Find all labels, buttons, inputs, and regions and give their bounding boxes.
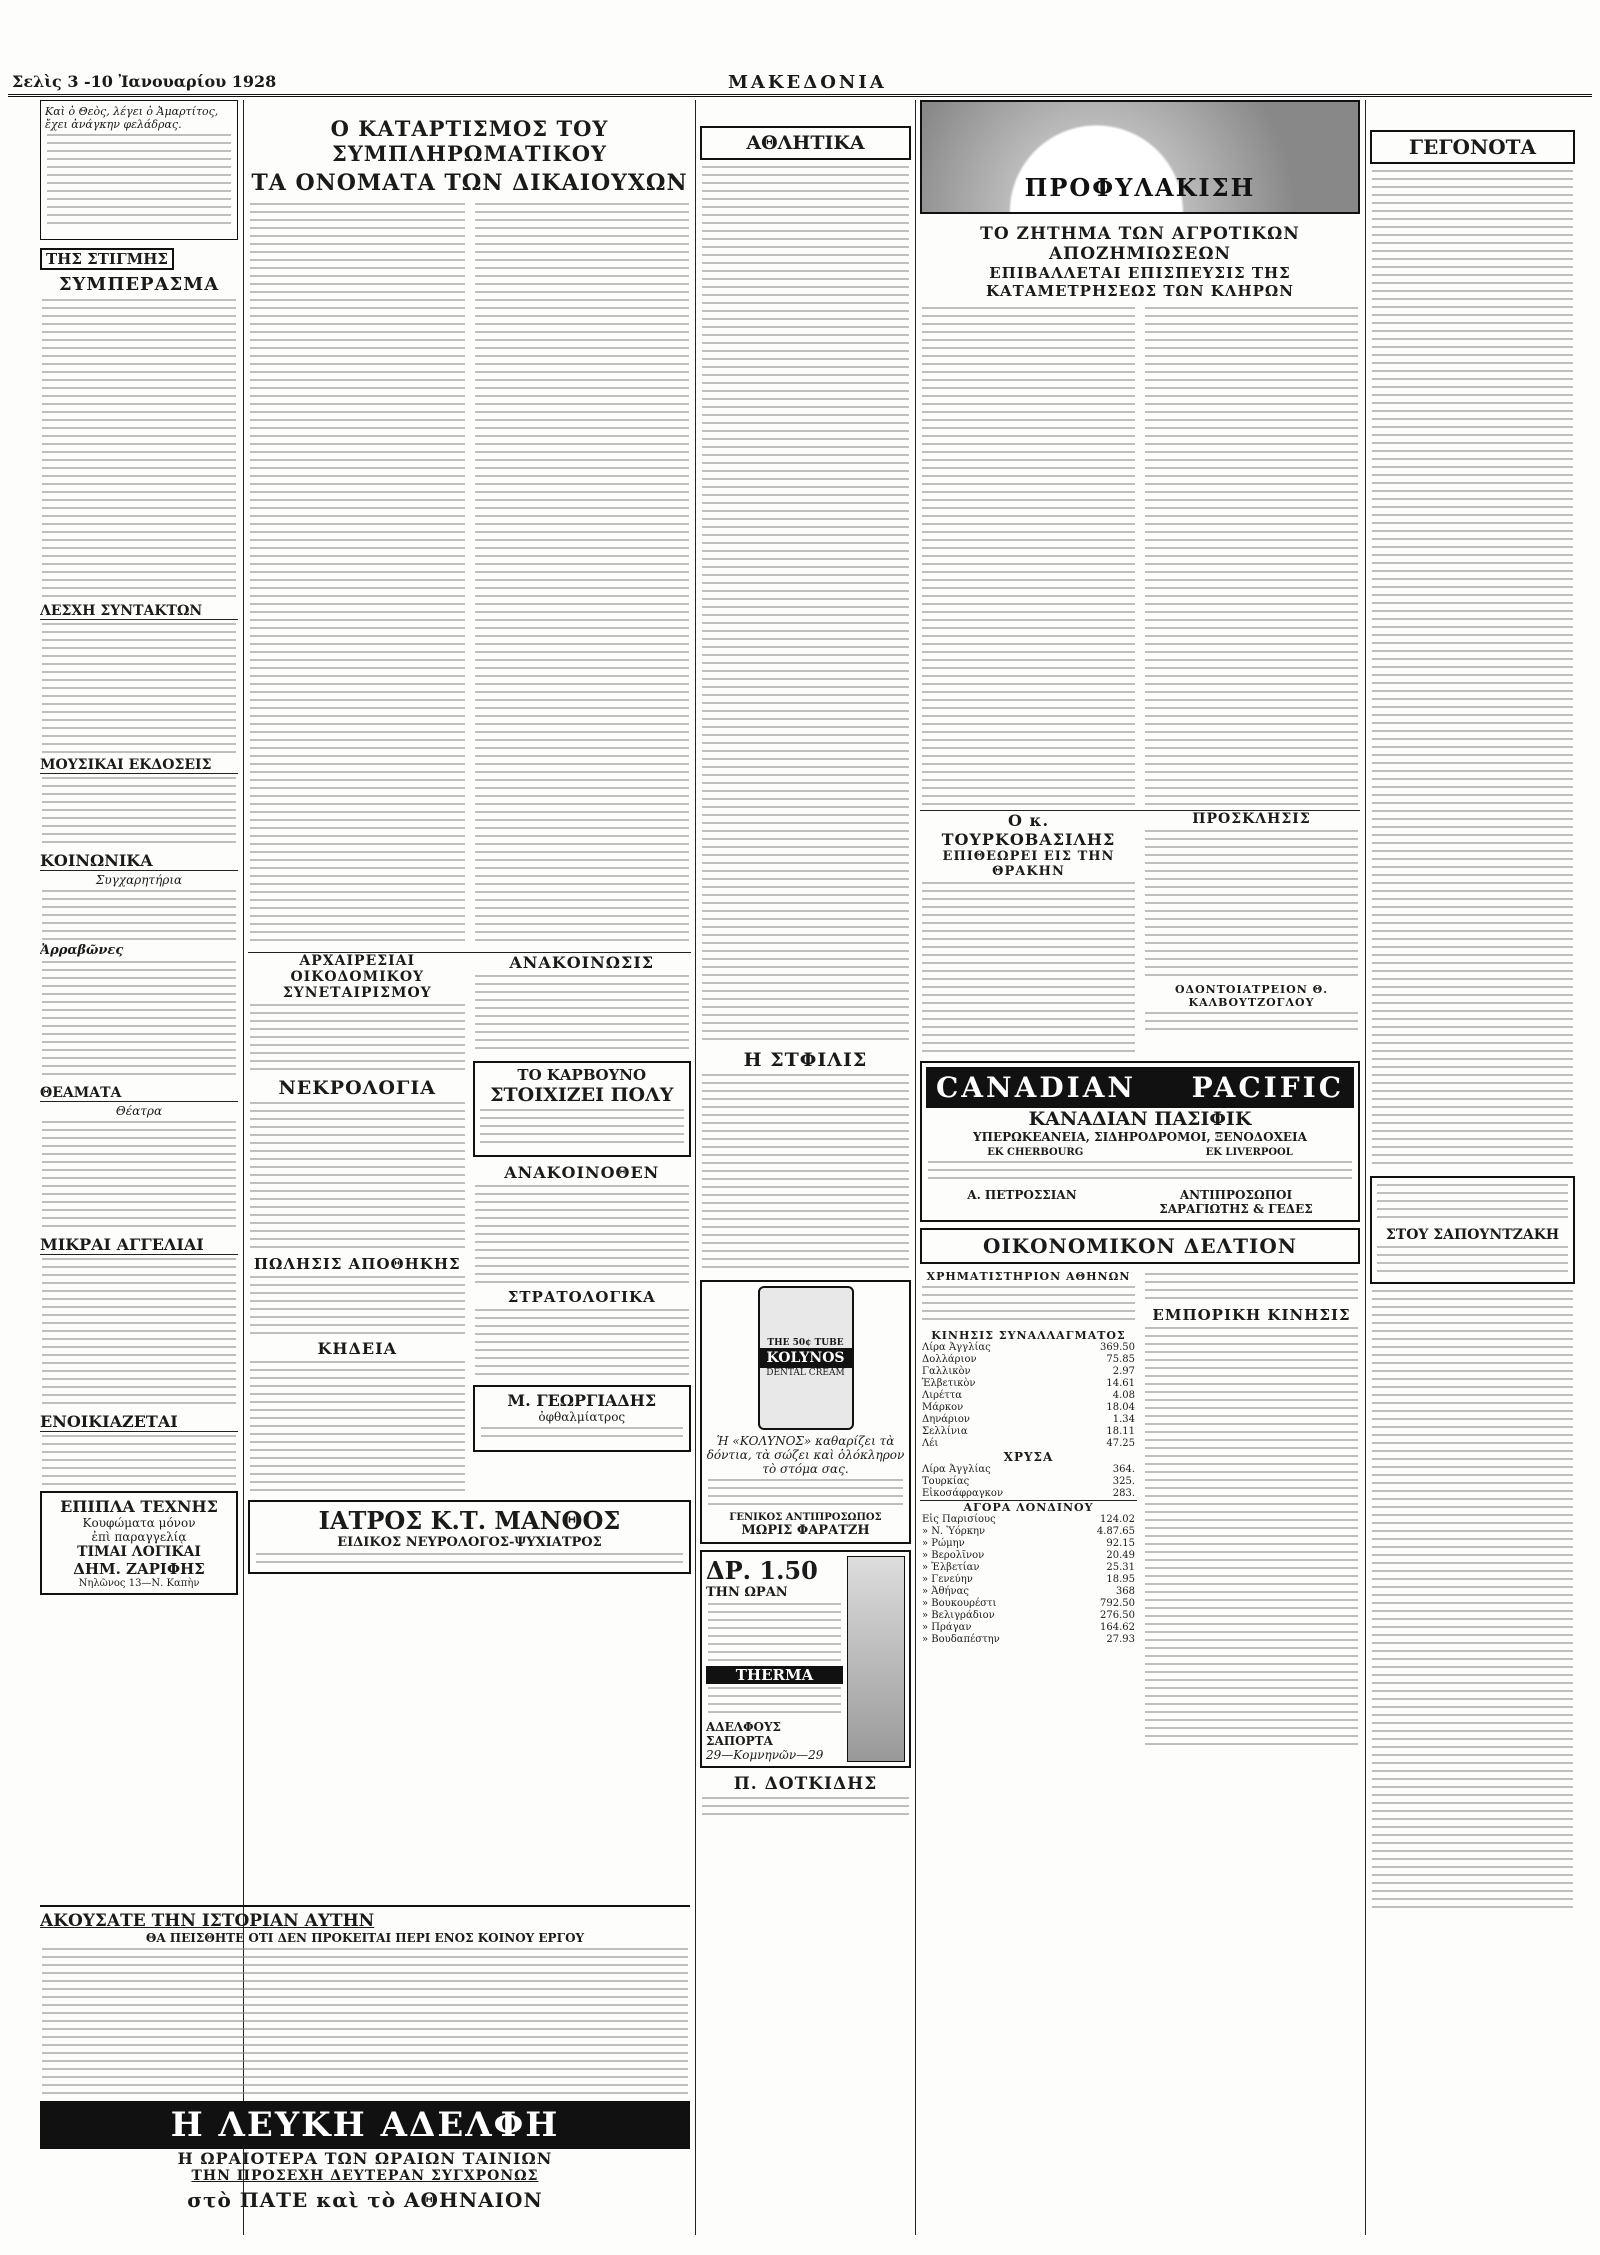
agr-headline-1: ΤΟ ΖΗΤΗΜΑ ΤΩΝ ΑΓΡΟΤΙΚΩΝ ΑΠΟΖΗΜΙΩΣΕΩΝ <box>980 224 1300 264</box>
article-body <box>702 166 909 1046</box>
banner-illustration <box>920 100 1360 214</box>
row-value: 27.93 <box>1106 1634 1135 1645</box>
row-label: Λίρα Ἀγγλίας <box>922 1342 991 1353</box>
column-6 <box>1370 100 1575 2235</box>
table-row <box>920 1634 1137 1646</box>
kolynos-ad <box>700 1280 911 1544</box>
ad-line: Α. ΠΕΤΡΟΣΣΙΑΝ <box>967 1188 1077 1202</box>
oikonomikon-title: ΟΙΚΟΝΟΜΙΚΟΝ ΔΕΛΤΙΟΝ <box>920 1228 1360 1264</box>
row-label: » Βερολῖνον <box>922 1550 985 1561</box>
ad-line: ΕΚ LIVERPOOL <box>1205 1147 1293 1158</box>
row-label: » Γενεύην <box>922 1574 973 1585</box>
row-value: 276.50 <box>1100 1610 1135 1621</box>
xrysa-title: ΧΡΥΣΑ <box>1003 1450 1054 1464</box>
row-value: 364. <box>1112 1464 1135 1475</box>
article-body <box>702 1074 909 1274</box>
ad-line: ΙΑΤΡΟΣ Κ.Τ. ΜΑΝΘΟΣ <box>318 1506 621 1535</box>
ad-line: ΤΗΝ ΩΡΑΝ <box>706 1585 788 1600</box>
ad-line: 29—Κομνηνῶν—29 <box>706 1748 824 1762</box>
column-rule <box>1365 100 1366 2235</box>
section-gegonota: ΓΕΓΟΝΟΤΑ <box>1370 130 1575 164</box>
eppla-ad <box>40 1491 238 1595</box>
article-body <box>922 1286 1135 1326</box>
row-value: 18.11 <box>1106 1426 1135 1437</box>
row-label: » Πράγαν <box>922 1622 972 1633</box>
syntaktes-title: ΛΕΣΧΗ ΣΥΝΤΑΚΤΩΝ <box>40 603 238 620</box>
bottom-cinema-ad <box>40 1905 690 2227</box>
ad-line: ἐπὶ παραγγελίᾳ <box>91 1530 187 1544</box>
ad-line: ΕΚ CHERBOURG <box>987 1147 1084 1158</box>
tourkovasilis-title: Ο κ. ΤΟΥΡΚΟΒΑΣΙΛΗΣ <box>941 811 1116 849</box>
table-row <box>920 1586 1137 1598</box>
tourkovasilis-subtitle: ΕΠΙΘΕΩΡΕΙ ΕΙΣ ΤΗΝ ΘΡΑΚΗΝ <box>942 849 1115 879</box>
table-row <box>920 1464 1137 1476</box>
article-body <box>42 623 236 753</box>
table-row <box>920 1610 1137 1622</box>
row-value: 18.95 <box>1106 1574 1135 1585</box>
headline-onomata: ΤΑ ΟΝΟΜΑΤΑ ΤΩΝ ΔΙΚΑΙΟΥΧΩΝ <box>251 170 688 196</box>
article-body <box>475 1185 690 1285</box>
kolynos-tube <box>758 1286 854 1430</box>
column-2 <box>248 100 691 1895</box>
kolynos-logo: KOLYNOS <box>760 1348 852 1368</box>
newspaper-title: ΜΑΚΕΔΟΝΙΑ <box>728 72 887 93</box>
agr-headline-2: ΕΠΙΒΑΛΛΕΤΑΙ ΕΠΙΣΠΕΥΣΙΣ ΤΗΣ ΚΑΤΑΜΕΤΡΗΣΕΩΣ ΤΩΝ ΚΛΗΡΩΝ <box>986 264 1294 300</box>
row-value: 20.49 <box>1106 1550 1135 1561</box>
syncharitiria-title: Συγχαρητήρια <box>95 873 183 887</box>
logo-word: PACIFIC <box>1191 1071 1344 1104</box>
arxeiresiai-title: ΑΡΧΑΙΡΕΣΙΑΙ ΟΙΚΟΔΟΜΙΚΟΥ ΣΥΝΕΤΑΙΡΙΣΜΟΥ <box>282 953 432 1001</box>
row-label: » Ἐλβετίαν <box>922 1562 980 1573</box>
row-value: 283. <box>1112 1488 1135 1499</box>
odontiatreion-title: ΟΔΟΝΤΟΙΑΤΡΕΙΟΝ Θ. ΚΑΛΒΟΥΤΖΟΓΛΟΥ <box>1174 983 1329 1009</box>
article-body <box>1145 1273 1358 1303</box>
article-body <box>702 1797 909 1817</box>
article-body <box>42 890 236 940</box>
ad-line: ΕΙΔΙΚΟΣ ΝΕΥΡΟΛΟΓΟΣ-ΨΥΧΙΑΤΡΟΣ <box>337 1535 602 1550</box>
article-body <box>475 1309 690 1379</box>
article-body <box>42 1121 236 1231</box>
row-label: Σελλίνια <box>922 1426 968 1437</box>
ad-line: ΤΙΜΑΙ ΛΟΓΙΚΑΙ <box>77 1544 201 1560</box>
row-value: 92.15 <box>1106 1538 1135 1549</box>
headline-katartismos: Ο ΚΑΤΑΡΤΙΣΜΟΣ ΤΟΥ ΣΥΜΠΛΗΡΩΜΑΤΙΚΟΥ <box>330 116 609 166</box>
row-value: 18.04 <box>1106 1402 1135 1413</box>
column-4-5 <box>920 100 1360 2235</box>
therma-logo: THERMA <box>706 1666 843 1684</box>
mikrai-title: ΜΙΚΡΑΙ ΑΓΓΕΛΙΑΙ <box>40 1235 238 1255</box>
article-body <box>250 1004 465 1074</box>
ad-line: ΓΕΝΙΚΟΣ ΑΝΤΙΠΡΟΣΩΠΟΣ <box>729 1512 882 1523</box>
row-label: » Ἀθήνας <box>922 1586 969 1597</box>
table-row <box>920 1538 1137 1550</box>
row-value: 4.87.65 <box>1096 1526 1135 1537</box>
row-label: » Ρώμην <box>922 1538 965 1549</box>
akousate-title: ΑΚΟΥΣΑΤΕ ΤΗΝ ΙΣΤΟΡΙΑΝ ΑΥΤΗΝ <box>40 1911 375 1931</box>
ad-line: ὀφθαλμίατρος <box>538 1410 626 1424</box>
akousate-subtitle: ΘΑ ΠΕΙΣΘΗΤΕ ΟΤΙ ΔΕΝ ΠΡΟΚΕΙΤΑΙ ΠΕΡΙ ΕΝΟΣ ΚΟΙΝΟΥ ΕΡΓΟΥ <box>145 1931 585 1945</box>
row-label: Λίρα Ἀγγλίας <box>922 1464 991 1475</box>
table-row <box>920 1550 1137 1562</box>
table-row <box>920 1390 1137 1402</box>
table-row <box>920 1342 1137 1354</box>
xrimatistirion-title: ΧΡΗΜΑΤΙΣΤΗΡΙΟΝ ΑΘΗΝΩΝ <box>926 1270 1131 1283</box>
table-row <box>920 1378 1137 1390</box>
article-body <box>1145 1327 1358 1747</box>
kiniseis-title: ΚΙΝΗΣΙΣ ΣΥΝΑΛΛΑΓΜΑΤΟΣ <box>931 1329 1126 1342</box>
article-body <box>42 961 236 1081</box>
article-body <box>250 1102 465 1252</box>
row-label: Λέι <box>922 1438 939 1449</box>
woman-figure-illustration <box>847 1556 905 1762</box>
table-row <box>920 1526 1137 1538</box>
sapountzaki-ad <box>1370 1176 1575 1284</box>
article-body <box>1145 830 1358 980</box>
ad-line: ΚΑΝΑΔΙΑΝ ΠΑΣΙΦΙΚ <box>1028 1108 1252 1130</box>
film-tagline-2: ΤΗΝ ΠΡΟΣΕΧΗ ΔΕΥΤΕΡΑΝ ΣΥΓΧΡΟΝΩΣ <box>191 2168 539 2184</box>
row-value: 75.85 <box>1106 1354 1135 1365</box>
article-body <box>922 882 1135 1052</box>
kideia-title: ΚΗΔΕΙΑ <box>317 1339 398 1358</box>
dotkidis-title: Π. ΔΟΤΚΙΔΗΣ <box>733 1774 878 1794</box>
mousikai-title: ΜΟΥΣΙΚΑΙ ΕΚΔΟΣΕΙΣ <box>40 757 238 774</box>
table-row <box>920 1514 1137 1526</box>
table-row <box>920 1476 1137 1488</box>
agora-title: ΑΓΟΡΑ ΛΟΝΔΙΝΟΥ <box>920 1500 1137 1514</box>
article-body <box>1145 307 1358 807</box>
proskliseis-title: ΠΡΟΣΚΛΗΣΙΣ <box>1192 811 1311 827</box>
ad-line: Μ. ΓΕΩΡΓΙΑΔΗΣ <box>507 1391 657 1410</box>
anakoinoseis-title: ΑΝΑΚΟΙΝΩΣΙΣ <box>509 953 655 972</box>
table-row <box>920 1562 1137 1574</box>
row-value: 124.02 <box>1100 1514 1135 1525</box>
article-body <box>250 1276 465 1336</box>
article-body <box>42 1258 236 1408</box>
row-label: Εἰκοσάφραγκον <box>922 1488 1004 1499</box>
issue-date: Σελὶς 3 -10 Ἰανουαρίου 1928 <box>12 72 277 91</box>
banner-title: ΠΡΟΦΥΛΑΚΙΣΗ <box>1024 173 1256 202</box>
row-value: 2.97 <box>1112 1366 1135 1377</box>
table-row <box>920 1402 1137 1414</box>
row-label: Γαλλικὸν <box>922 1366 971 1377</box>
manthos-ad <box>248 1500 691 1574</box>
row-label: Εἰς Παρισίους <box>922 1514 996 1525</box>
film-title: Η ΛΕΥΚΗ ΑΔΕΛΦΗ <box>40 2101 690 2149</box>
row-value: 47.25 <box>1106 1438 1135 1449</box>
row-value: 325. <box>1112 1476 1135 1487</box>
table-row <box>920 1426 1137 1438</box>
ad-line: Ἡ «ΚΟΛΥΝΟΣ» καθαρίζει τὰ δόντια, τὰ σώζει καὶ ὁλόκληρον τὸ στόμα σας. <box>706 1434 905 1476</box>
table-row <box>920 1574 1137 1586</box>
table-row <box>920 1414 1137 1426</box>
article-body <box>250 1361 465 1491</box>
film-tagline-1: Η ΩΡΑΙΟΤΕΡΑ ΤΩΝ ΩΡΑΙΩΝ ΤΑΙΝΙΩΝ <box>177 2149 553 2168</box>
ad-line: ΜΩΡΙΣ ΦΑΡΑΤΖΗ <box>741 1523 870 1538</box>
table-row <box>920 1366 1137 1378</box>
ad-line: ΑΔΕΛΦΟΥΣ ΣΑΠΟΡΤΑ <box>706 1720 782 1748</box>
koinonika-title: ΚΟΙΝΩΝΙΚΑ <box>40 851 238 871</box>
section-stigmis: ΤΗΣ ΣΤΙΓΜΗΣ <box>40 248 174 270</box>
column-rule <box>695 100 696 2235</box>
ad-line: ΣΤΟΥ ΣΑΠΟΥΝΤΖΑΚΗ <box>1385 1227 1560 1243</box>
poliseis-title: ΠΩΛΗΣΙΣ ΑΠΟΘΗΚΗΣ <box>253 1255 461 1273</box>
row-label: Τουρκίας <box>922 1476 970 1487</box>
row-value: 164.62 <box>1100 1622 1135 1633</box>
row-value: 25.31 <box>1106 1562 1135 1573</box>
row-value: 14.61 <box>1106 1378 1135 1389</box>
article-body <box>922 307 1135 807</box>
ad-line: ΔΗΜ. ΖΑΡΙΦΗΣ <box>73 1560 205 1578</box>
article-body <box>475 975 690 1055</box>
table-row <box>920 1598 1137 1610</box>
row-value: 369.50 <box>1100 1342 1135 1353</box>
table-row <box>920 1438 1137 1450</box>
cinema-names: στὸ ΠΑΤΕ καὶ τὸ ΑΘΗΝΑΙΟΝ <box>187 2188 543 2212</box>
synallagma-table <box>920 1342 1137 1450</box>
anakoinothen-title: ΑΝΑΚΟΙΝΟΘΕΝ <box>504 1163 660 1182</box>
article-body <box>42 299 236 599</box>
ad-line: ΕΠΙΠΛΑ ΤΕΧΝΗΣ <box>60 1497 218 1516</box>
column-rule <box>915 100 916 2235</box>
row-label: » Βουκουρέστι <box>922 1598 997 1609</box>
theamata-title: ΘΕΑΜΑΤΑ <box>40 1085 238 1102</box>
row-label: » Ν. Ὑόρκην <box>922 1526 986 1537</box>
nekrologia-title: ΝΕΚΡΟΛΟΓΙΑ <box>278 1077 437 1099</box>
arrabones-title: Ἀρραβῶνες <box>40 943 124 958</box>
table-row <box>920 1354 1137 1366</box>
row-label: » Βουδαπέστην <box>922 1634 1000 1645</box>
row-value: 4.08 <box>1112 1390 1135 1401</box>
article-body <box>42 777 236 847</box>
canadian-pacific-ad <box>920 1061 1360 1222</box>
ad-line: Νηλῶνος 13—Ν. Καπὴν <box>78 1578 200 1589</box>
logo-word: CANADIAN <box>936 1071 1137 1104</box>
article-body <box>42 1948 688 2098</box>
ad-line: Κουφώματα μόνον <box>82 1516 196 1530</box>
section-athlitika: ΑΘΛΗΤΙΚΑ <box>700 126 911 160</box>
table-row <box>920 1488 1137 1500</box>
ad-line: ΤΟ ΚΑΡΒΟΥΝΟ <box>517 1066 647 1084</box>
ad-line: ΥΠΕΡΩΚΕΑΝΕΙΑ, ΣΙΔΗΡΟΔΡΟΜΟΙ, ΞΕΝΟΔΟΧΕΙΑ <box>973 1130 1307 1144</box>
ad-line: DENTAL CREAM <box>766 1368 845 1378</box>
karvouno-ad <box>473 1061 692 1157</box>
row-value: 1.34 <box>1112 1414 1135 1425</box>
symperasma-title: ΣΥΜΠΕΡΑΣΜΑ <box>58 274 220 295</box>
quote-box <box>40 100 238 240</box>
row-value: 368 <box>1115 1586 1135 1597</box>
row-label: Μάρκον <box>922 1402 964 1413</box>
georgiadis-ad <box>473 1385 692 1452</box>
stfilis-title: Η ΣΤΦΙΛΙΣ <box>743 1049 868 1071</box>
article-body <box>1372 170 1573 1170</box>
enoikiazetai-title: ΕΝΟΙΚΙΑΖΕΤΑΙ <box>40 1412 238 1432</box>
article-body <box>250 203 465 943</box>
row-label: Ἑλβετικὸν <box>922 1378 976 1389</box>
theatra-title: Θέατρα <box>115 1104 163 1118</box>
stratologika-title: ΣΤΡΑΤΟΛΟΓΙΚΑ <box>507 1288 656 1306</box>
emporiki-title: ΕΜΠΟΡΙΚΗ ΚΙΝΗΣΙΣ <box>1152 1306 1351 1324</box>
ad-line: ΔΡ. 1.50 <box>706 1556 818 1585</box>
article-body <box>475 203 690 943</box>
row-value: 792.50 <box>1100 1598 1135 1609</box>
xrysa-table <box>920 1464 1137 1500</box>
column-3 <box>700 100 911 2235</box>
ad-line: ΣΤΟΙΧΙΖΕΙ ΠΟΛΥ <box>490 1084 674 1106</box>
masthead <box>8 72 1592 97</box>
canadian-pacific-logo <box>926 1067 1354 1108</box>
row-label: Λιρέττα <box>922 1390 963 1401</box>
ad-line: ΑΝΤΙΠΡΟΣΩΠΟΙ <box>1179 1188 1293 1202</box>
ad-line: ΣΑΡΑΓΙΩΤΗΣ & ΓΕΔΕΣ <box>1159 1202 1313 1216</box>
article-body <box>1145 1012 1358 1032</box>
therma-ad <box>700 1550 911 1768</box>
agora-table <box>920 1514 1137 1646</box>
row-label: Δηνάριον <box>922 1414 970 1425</box>
row-label: » Βελιγράδιον <box>922 1610 995 1621</box>
article-body <box>1372 1290 1573 1910</box>
quote-text: Καὶ ὁ Θεὸς, λέγει ὁ Ἀμαρτίτος, ἔχει ἀνάγκην φελάδρας. <box>45 105 219 131</box>
article-body <box>42 1435 236 1485</box>
ad-line: THE 50¢ TUBE <box>767 1338 844 1348</box>
row-label: Δολλάριον <box>922 1354 977 1365</box>
table-row <box>920 1622 1137 1634</box>
